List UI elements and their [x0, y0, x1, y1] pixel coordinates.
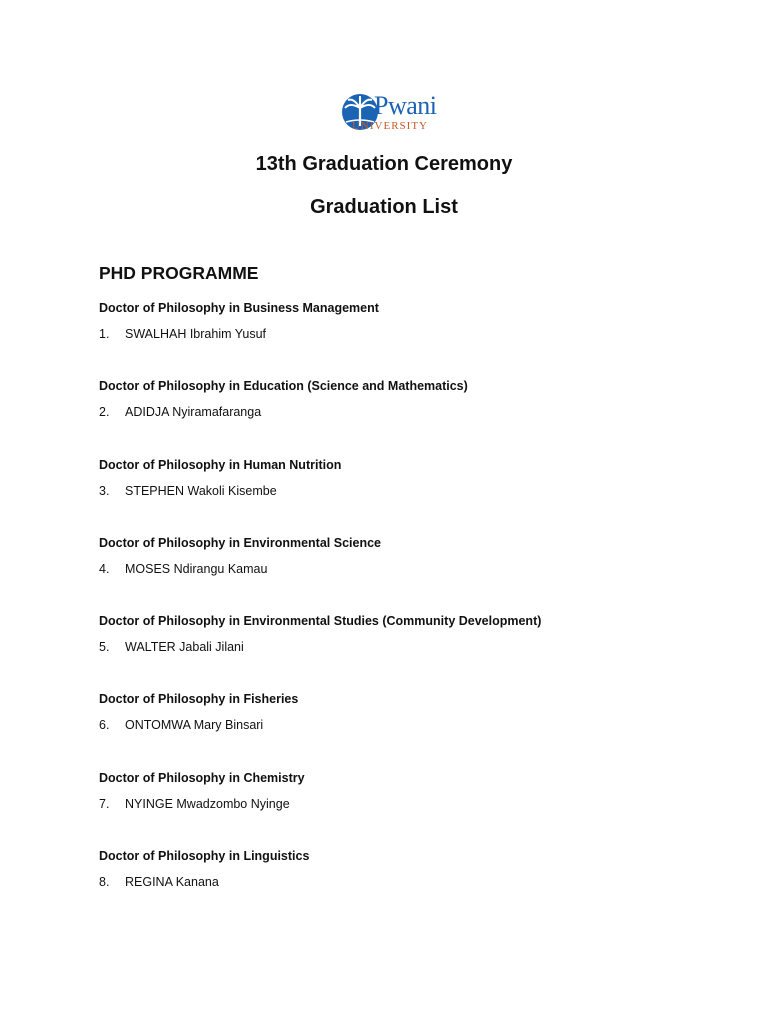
list-item — [99, 848, 699, 926]
graduate-name: MOSES Ndirangu Kamau — [125, 561, 268, 576]
entry-number: 4. — [99, 561, 110, 576]
entry-number: 6. — [99, 718, 110, 733]
programme-name: Doctor of Philosophy in Business Management — [99, 301, 379, 315]
graduate-entry — [99, 717, 263, 733]
programme-name: Doctor of Philosophy in Chemistry — [99, 770, 305, 785]
logo-subtitle: UNIVERSITY — [352, 120, 428, 132]
graduate-entry — [99, 326, 266, 342]
list-title: Graduation List — [310, 196, 458, 218]
list-item — [99, 457, 699, 535]
section-heading: PHD PROGRAMME — [99, 263, 259, 283]
graduate-name: ADIDJA Nyiramafaranga — [125, 405, 262, 420]
programme-name: Doctor of Philosophy in Environmental Studies (Community Development) — [99, 614, 542, 629]
logo-wordmark: Pwani — [374, 91, 437, 120]
programme-name: Doctor of Philosophy in Linguistics — [99, 849, 310, 864]
list-item — [99, 300, 699, 378]
programme-name: Doctor of Philosophy in Fisheries — [99, 692, 299, 707]
graduate-entry — [99, 639, 244, 655]
entry-number: 2. — [99, 405, 110, 420]
programme-name: Doctor of Philosophy in Education (Science and Mathematics) — [99, 379, 468, 394]
graduate-name: NYINGE Mwadzombo Nyinge — [125, 796, 290, 811]
graduate-name: REGINA Kanana — [125, 875, 219, 890]
graduate-name: STEPHEN Wakoli Kisembe — [125, 483, 277, 498]
graduate-entry — [99, 796, 290, 812]
list-item — [99, 613, 699, 691]
entry-number: 1. — [99, 327, 110, 341]
entry-number: 3. — [99, 483, 110, 498]
entry-number: 7. — [99, 796, 110, 811]
graduate-entry — [99, 874, 219, 890]
entry-number: 8. — [99, 875, 110, 890]
list-item — [99, 535, 699, 613]
graduate-entry — [99, 404, 261, 420]
list-item — [99, 770, 699, 848]
list-item — [99, 691, 699, 769]
programme-name: Doctor of Philosophy in Human Nutrition — [99, 457, 342, 472]
graduate-name: ONTOMWA Mary Binsari — [125, 718, 264, 733]
ceremony-title: 13th Graduation Ceremony — [255, 153, 513, 175]
list-item — [99, 378, 699, 456]
university-logo — [340, 92, 440, 138]
entry-number: 5. — [99, 640, 110, 655]
programme-name: Doctor of Philosophy in Environmental Science — [99, 535, 381, 550]
graduate-name: WALTER Jabali Jilani — [125, 640, 244, 655]
graduate-list — [99, 300, 699, 926]
graduate-entry — [99, 483, 277, 499]
graduate-entry — [99, 561, 267, 577]
graduate-name: SWALHAH Ibrahim Yusuf — [125, 327, 267, 341]
